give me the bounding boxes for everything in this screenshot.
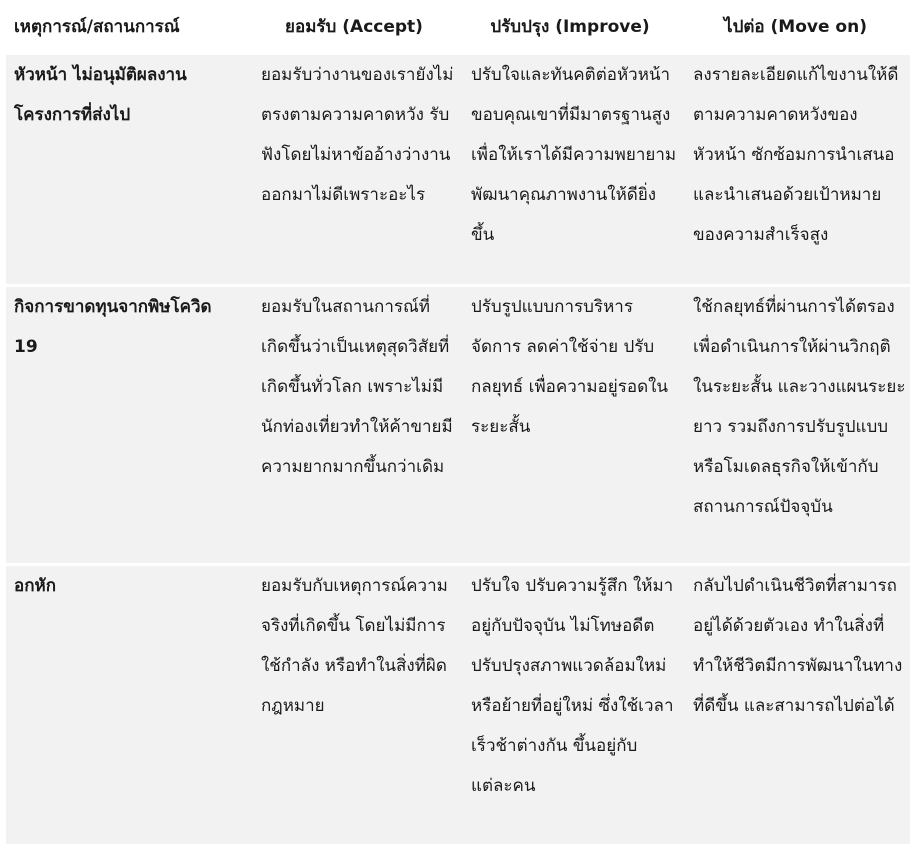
- cell-move-on-text: ลงรายละเอียดแก้ไขงานให้ดีตามความคาดหวังของหัวหน้า ซักซ้อมการนำเสนอ และนำเสนอด้วยเป้าหมายของความสำเร็จสูง: [693, 65, 899, 245]
- cell-improve: [459, 563, 681, 844]
- table-row: [6, 563, 910, 844]
- cell-situation: [6, 52, 249, 284]
- header-row: [6, 0, 910, 52]
- table-row: [6, 52, 910, 284]
- cell-improve-text: ปรับใจและทันคติต่อหัวหน้าขอบคุณเขาที่มีมาตรฐานสูงเพื่อให้เราได้มีความพยายาม พัฒนาคุณภาพงานให้ดียิ่งขึ้น: [471, 65, 677, 245]
- table-header: [6, 0, 910, 52]
- cell-improve: [459, 52, 681, 284]
- header-improve: ปรับปรุง (Improve): [459, 0, 681, 52]
- cell-accept: [249, 52, 459, 284]
- comparison-table: [6, 0, 910, 844]
- cell-move-on: [681, 563, 910, 844]
- header-situation: เหตุการณ์/สถานการณ์: [6, 0, 249, 52]
- cell-situation: [6, 284, 249, 563]
- table-row: [6, 284, 910, 563]
- header-move-on: ไปต่อ (Move on): [681, 0, 910, 52]
- cell-accept-text: ยอมรับกับเหตุการณ์ความจริงที่เกิดขึ้น โดยไม่มีการใช้กำลัง หรือทำในสิ่งที่ผิดกฎหมาย: [261, 576, 448, 716]
- cell-situation-text: อกหัก: [14, 576, 57, 596]
- table-body: [6, 52, 910, 844]
- header-accept: ยอมรับ (Accept): [249, 0, 459, 52]
- cell-accept-text: ยอมรับว่างานของเรายังไม่ตรงตามความคาดหวัง รับฟังโดยไม่หาข้ออ้างว่างานออกมาไม่ดีเพราะอะไร: [261, 65, 454, 205]
- cell-situation-text: กิจการขาดทุนจากพิษโควิด 19: [14, 297, 212, 357]
- cell-situation: [6, 563, 249, 844]
- cell-improve: [459, 284, 681, 563]
- cell-accept: [249, 284, 459, 563]
- cell-accept-text: ยอมรับในสถานการณ์ที่เกิดขึ้นว่าเป็นเหตุสุดวิสัยที่เกิดขึ้นทั่วโลก เพราะไม่มีนักท่องเที่ยวทำให้ค้าขายมีความยากมากขึ้นกว่าเดิม: [261, 297, 453, 477]
- cell-situation-text: หัวหน้า ไม่อนุมัติผลงานโครงการที่ส่งไป: [14, 65, 187, 125]
- cell-move-on: [681, 284, 910, 563]
- cell-move-on: [681, 52, 910, 284]
- cell-accept: [249, 563, 459, 844]
- cell-improve-text: ปรับรูปแบบการบริหารจัดการ ลดค่าใช้จ่าย ปรับกลยุทธ์ เพื่อความอยู่รอดในระยะสั้น: [471, 297, 669, 437]
- cell-improve-text: ปรับใจ ปรับความรู้สึก ให้มาอยู่กับปัจจุบัน ไม่โทษอดีต ปรับปรุงสภาพแวดล้อมใหม่ หรือย้ายที่อยู่ใหม่ ซึ่งใช้เวลาเร็วช้าต่างกัน ขึ้นอยู่กับแต่ละคน: [471, 576, 674, 796]
- cell-move-on-text: ใช้กลยุทธ์ที่ผ่านการได้ตรองเพื่อดำเนินการให้ผ่านวิกฤติในระยะสั้น และวางแผนระยะยาว รวมถึงการปรับรูปแบบหรือโมเดลธุรกิจให้เข้ากับสถานการณ์ปัจจุบัน: [693, 297, 906, 517]
- cell-move-on-text: กลับไปดำเนินชีวิตที่สามารถอยู่ได้ด้วยตัวเอง ทำในสิ่งที่ทำให้ชีวิตมีการพัฒนาในทางที่ดีขึ้น และสามารถไปต่อได้: [693, 576, 903, 716]
